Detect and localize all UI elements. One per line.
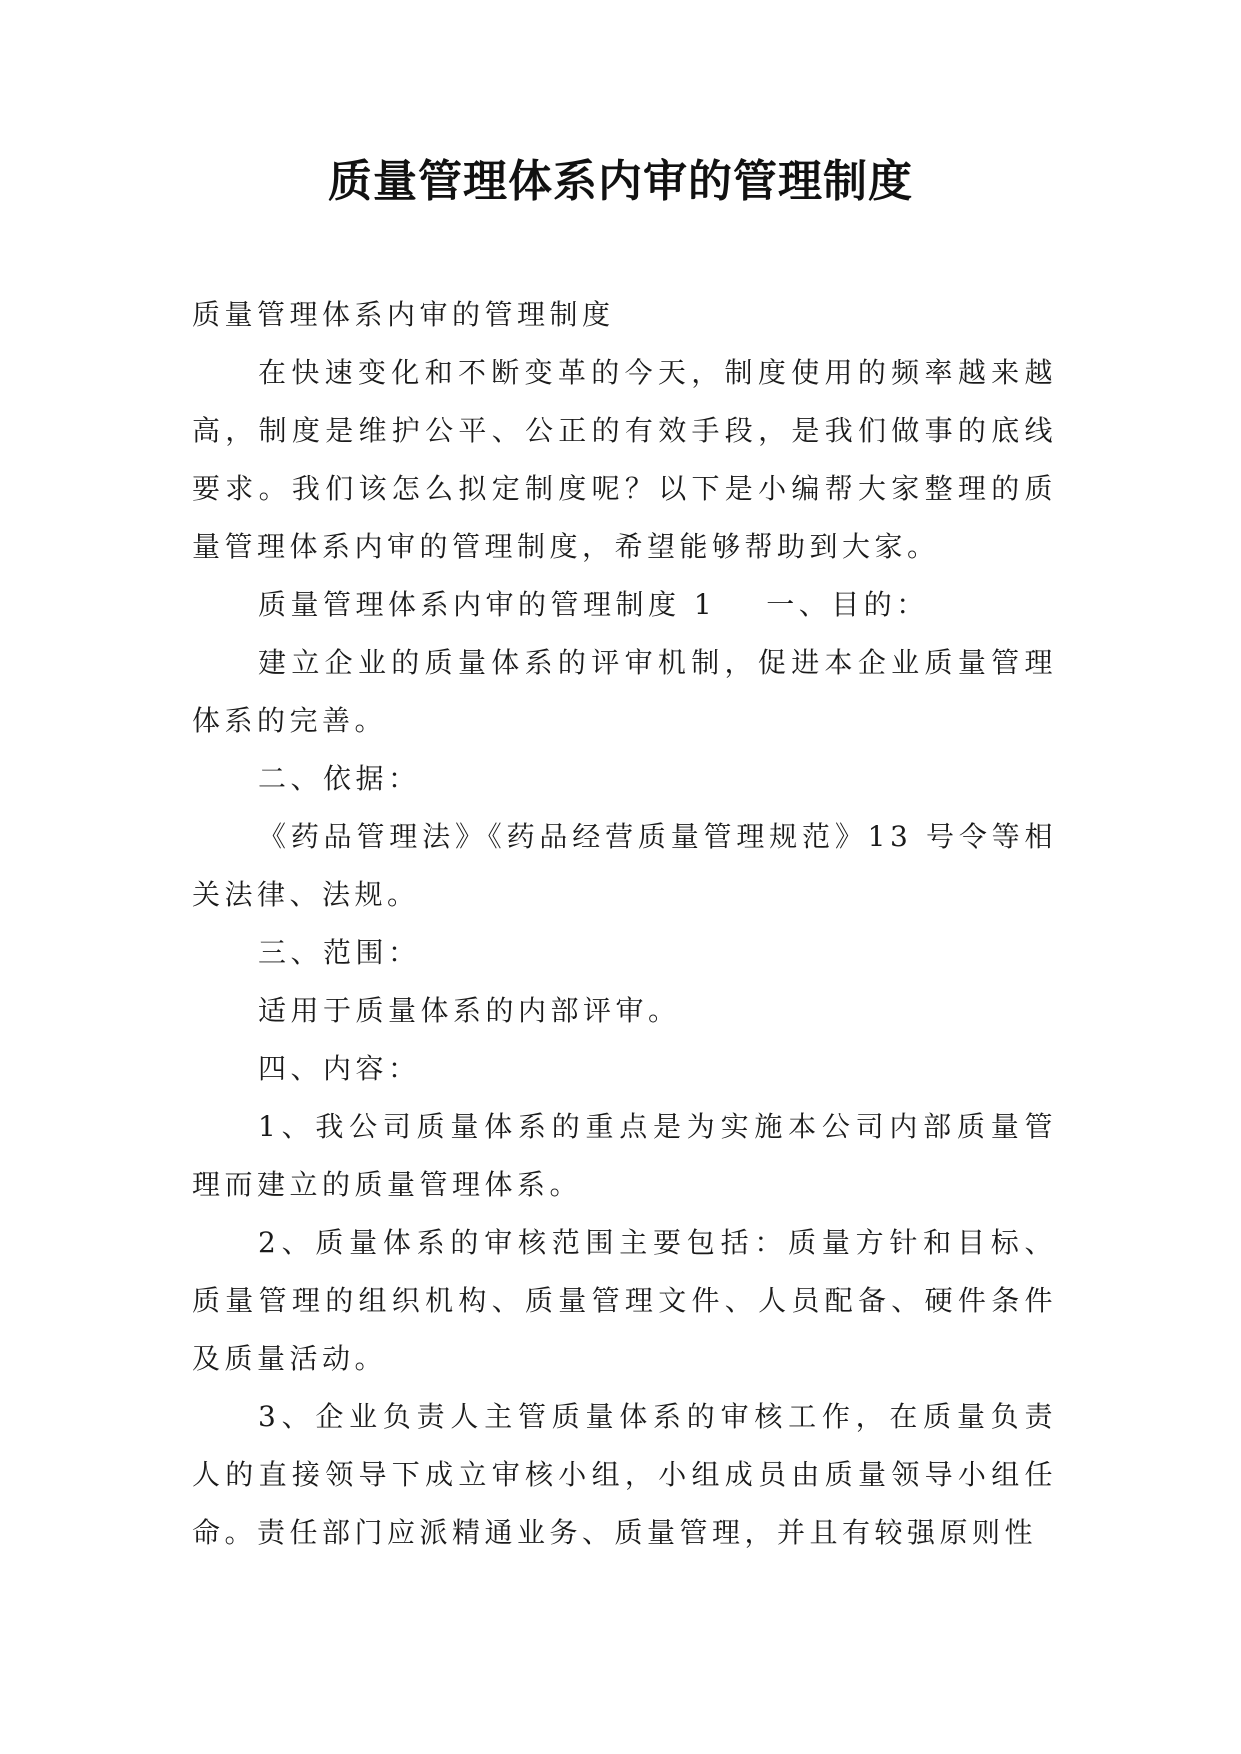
scope-heading: 三、范围： bbox=[258, 936, 421, 969]
document-body bbox=[192, 286, 1057, 1562]
content-item-1: 1、我公司质量体系的重点是为实施本公司内部质量管理而建立的质量管理体系。 bbox=[192, 1110, 1057, 1201]
content-heading: 四、内容： bbox=[258, 1052, 421, 1085]
intro-paragraph: 在快速变化和不断变革的今天，制度使用的频率越来越高，制度是维护公平、公正的有效手段，是我们做事的底线要求。我们该怎么拟定制度呢？以下是小编帮大家整理的质量管理体系内审的管理制度，希望能够帮助到大家。 bbox=[192, 356, 1057, 563]
content-item-3: 3、企业负责人主管质量体系的审核工作，在质量负责人的直接领导下成立审核小组，小组成员由质量领导小组任命。责任部门应派精通业务、质量管理，并且有较强原则性 bbox=[192, 1400, 1057, 1549]
basis-heading: 二、依据： bbox=[258, 762, 421, 795]
section-heading-line bbox=[192, 576, 1057, 634]
purpose-paragraph: 建立企业的质量体系的评审机制，促进本企业质量管理体系的完善。 bbox=[192, 646, 1057, 737]
scope-paragraph: 适用于质量体系的内部评审。 bbox=[258, 994, 681, 1027]
section1-title: 质量管理体系内审的管理制度 1 bbox=[258, 588, 717, 621]
basis-paragraph: 《药品管理法》《药品经营质量管理规范》13 号令等相关法律、法规。 bbox=[192, 820, 1057, 911]
document-subtitle: 质量管理体系内审的管理制度 bbox=[192, 298, 615, 331]
purpose-heading: 一、目的： bbox=[766, 588, 929, 621]
content-item-2: 2、质量体系的审核范围主要包括：质量方针和目标、质量管理的组织机构、质量管理文件、人员配备、硬件条件及质量活动。 bbox=[192, 1226, 1057, 1375]
document-title: 质量管理体系内审的管理制度 bbox=[328, 156, 913, 207]
